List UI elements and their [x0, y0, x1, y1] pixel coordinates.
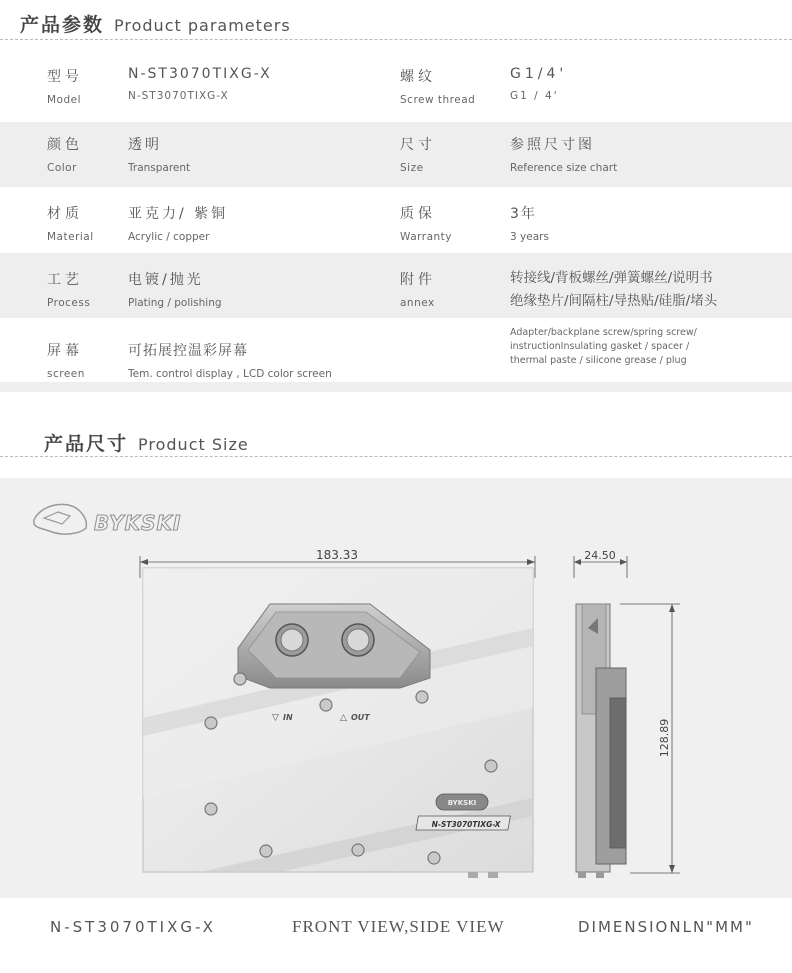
label-en: Material — [47, 231, 94, 243]
annex-en-3: thermal paste / silicone grease / plug — [510, 355, 687, 366]
value-main: 电镀/抛光 — [128, 272, 204, 288]
label-cn: 尺寸 — [400, 137, 436, 153]
diagram-svg — [0, 478, 792, 898]
size-title-en: Product Size — [138, 435, 249, 454]
value-main: 转接线/背板螺丝/弹簧螺丝/说明书 — [510, 270, 713, 286]
caption-views: FRONT VIEW,SIDE VIEW — [292, 917, 505, 936]
side-view — [576, 604, 626, 878]
label-cn: 屏幕 — [47, 343, 83, 359]
badge-model: N-ST3070TIXG-X — [431, 820, 501, 829]
svg-text:BYKSKI: BYKSKI — [447, 799, 477, 807]
label-cn: 工艺 — [47, 272, 83, 288]
label-cn: 颜色 — [47, 137, 83, 153]
svg-text:△: △ — [340, 713, 347, 723]
value-sub: Acrylic / copper — [128, 231, 210, 243]
label-en: Size — [400, 162, 424, 174]
label-en: annex — [400, 297, 435, 309]
label-cn: 材质 — [47, 206, 83, 222]
label-cn: 螺纹 — [400, 69, 436, 85]
value-sub: Plating / polishing — [128, 297, 222, 309]
divider — [0, 39, 792, 40]
param-row-color — [0, 122, 792, 187]
params-section-title — [20, 10, 291, 37]
value-main: 可拓展控温彩屏幕 — [128, 343, 248, 359]
value-main: 3年 — [510, 206, 537, 222]
label-en: Model — [47, 94, 82, 106]
height-dimension — [620, 604, 680, 873]
front-view — [143, 568, 533, 878]
param-row-material — [0, 187, 792, 253]
value-sub: 3 years — [510, 231, 549, 243]
caption-model: N-ST3070TIXG-X — [50, 918, 216, 936]
label-en: Warranty — [400, 231, 453, 243]
size-title-cn: 产品尺寸 — [44, 433, 129, 455]
value-main: G1/4' — [510, 66, 568, 82]
label-en: Process — [47, 297, 91, 309]
value-main: N-ST3070TIXG-X — [128, 66, 272, 82]
size-section-title — [44, 429, 249, 456]
label-cn: 型号 — [47, 69, 83, 85]
param-row-model — [0, 52, 792, 122]
caption-unit: DIMENSIONLN"MM" — [578, 918, 754, 936]
label-en: screen — [47, 368, 85, 380]
value-sub: N-ST3070TIXG-X — [128, 90, 229, 102]
height-value: 128.89 — [658, 718, 671, 758]
out-label: OUT — [351, 713, 370, 722]
value-main-2: 绝缘垫片/间隔柱/导热贴/硅脂/堵头 — [510, 293, 718, 309]
in-label: IN — [283, 713, 293, 722]
value-sub: Tem. control display , LCD color screen — [128, 368, 332, 380]
params-title-cn: 产品参数 — [20, 14, 105, 36]
label-cn: 附件 — [400, 272, 436, 288]
annex-en-1: Adapter/backplane screw/spring screw/ — [510, 327, 697, 338]
row-bottom-strip — [0, 382, 792, 392]
divider — [0, 456, 792, 457]
bykski-logo — [34, 504, 182, 535]
label-cn: 质保 — [400, 206, 436, 222]
depth-value: 24.50 — [584, 549, 616, 562]
value-sub: G1 / 4' — [510, 90, 559, 102]
depth-dimension — [574, 549, 627, 578]
label-en: Screw thread — [400, 94, 476, 106]
value-main: 透明 — [128, 137, 162, 153]
dimension-diagram — [0, 478, 792, 898]
value-sub: Transparent — [128, 162, 191, 174]
label-en: Color — [47, 162, 77, 174]
params-title-en: Product parameters — [114, 16, 291, 35]
annex-en-2: instructionInsulating gasket / spacer / — [510, 341, 690, 352]
width-value: 183.33 — [316, 548, 358, 562]
brand-text: BYKSKI — [94, 511, 182, 535]
param-row-screen — [0, 318, 792, 382]
value-main: 亚克力/ 紫铜 — [128, 206, 229, 222]
param-row-process — [0, 253, 792, 318]
svg-text:▽: ▽ — [272, 713, 279, 723]
value-main: 参照尺寸图 — [510, 137, 595, 153]
value-sub: Reference size chart — [510, 162, 618, 174]
